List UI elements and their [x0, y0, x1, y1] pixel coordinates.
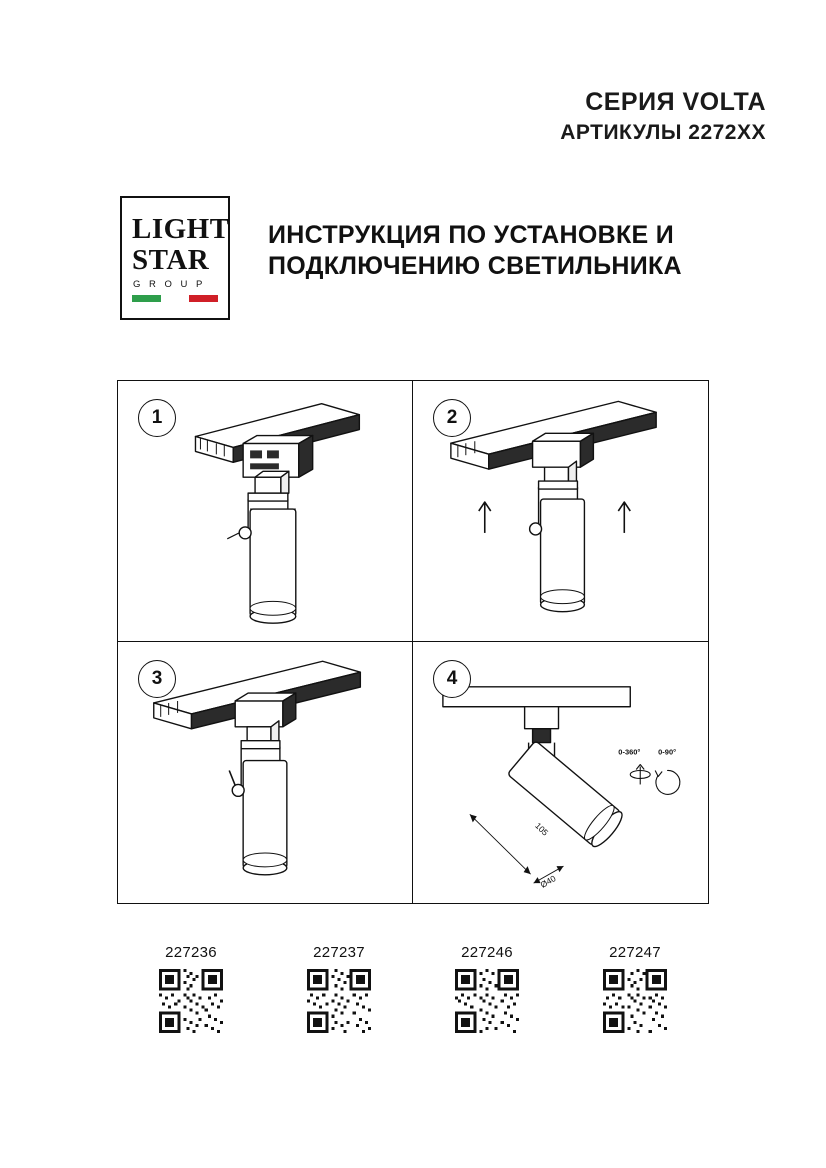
diameter-label: Ø40 — [538, 873, 558, 890]
article-number: 227237 — [313, 944, 365, 961]
italy-flag-icon — [132, 295, 218, 302]
page-title: ИНСТРУКЦИЯ ПО УСТАНОВКЕ И ПОДКЛЮЧЕНИЮ СВЕТИЛЬНИКА — [268, 221, 682, 280]
step-3-badge: 3 — [138, 660, 176, 698]
qr-code-icon — [307, 969, 371, 1033]
step-4-cell — [413, 642, 708, 903]
article-qr-item — [575, 944, 695, 1033]
article-number: 227246 — [461, 944, 513, 961]
installation-steps-grid — [117, 380, 709, 904]
brand-logo — [120, 196, 230, 320]
article-qr-item — [279, 944, 399, 1033]
rotation-vertical-label: 0-90° — [658, 747, 677, 757]
qr-code-icon — [455, 969, 519, 1033]
article-number: 227247 — [609, 944, 661, 961]
qr-code-icon — [159, 969, 223, 1033]
rotation-horizontal-label: 0-360° — [618, 747, 641, 757]
article-qr-list — [117, 944, 709, 1074]
series-title: СЕРИЯ VOLTA — [585, 88, 766, 116]
step-2-badge: 2 — [433, 399, 471, 437]
header — [560, 88, 766, 146]
logo-line-2: STAR — [132, 244, 210, 276]
article-qr-item — [131, 944, 251, 1033]
step-1-badge: 1 — [138, 399, 176, 437]
step-2-cell — [413, 381, 708, 642]
article-qr-item — [427, 944, 547, 1033]
logo-group-text: G R O U P — [133, 279, 206, 290]
article-number: 227236 — [165, 944, 217, 961]
qr-code-icon — [603, 969, 667, 1033]
step-1-cell — [118, 381, 413, 642]
step-3-cell — [118, 642, 413, 903]
articles-subtitle: АРТИКУЛЫ 2272XX — [560, 121, 766, 144]
length-label: 105 — [533, 820, 551, 838]
logo-line-1: LIGHT — [132, 213, 230, 245]
step-4-badge: 4 — [433, 660, 471, 698]
